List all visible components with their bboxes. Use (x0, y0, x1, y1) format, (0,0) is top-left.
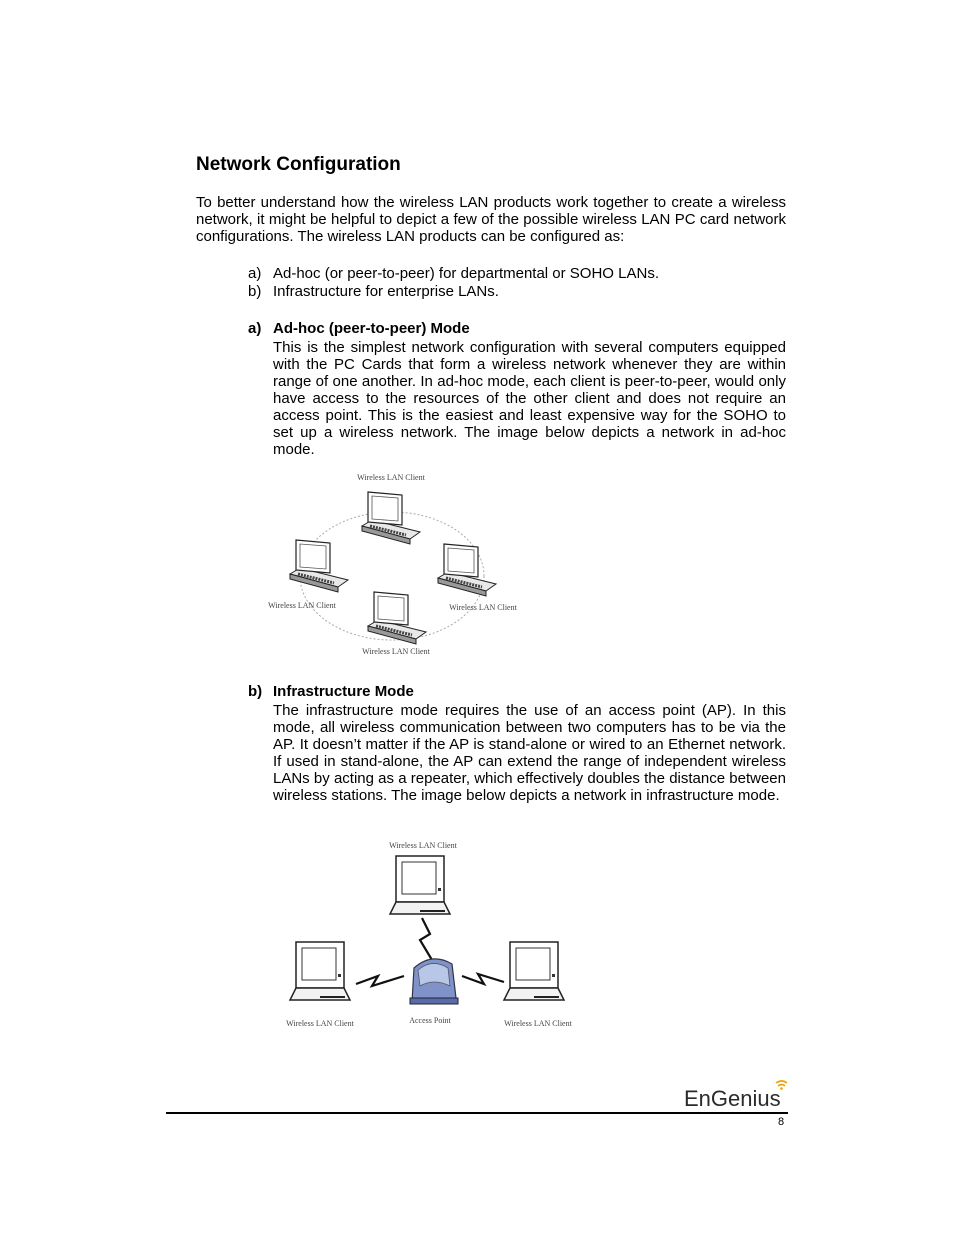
laptop-icon (390, 856, 450, 914)
laptop-icon (362, 492, 420, 544)
diagram-label: Wireless LAN Client (286, 1019, 354, 1028)
list-item-text: Infrastructure for enterprise LANs. (273, 283, 499, 300)
footer-divider (166, 1112, 788, 1114)
infrastructure-diagram (272, 836, 592, 1032)
config-list (248, 265, 659, 301)
adhoc-paragraph: This is the simplest network configuration with several computers equipped with the PC Cards that form a wireless network whenever they are within range of one another. In ad-hoc mode, each client is peer-to-peer, would only have access to the resources of the other client and does not require an access point. This is the easiest and least expensive way for the SOHO to set up a wireless network. The image below depicts a network in ad-hoc mode. (273, 339, 786, 458)
laptop-icon (290, 942, 350, 1000)
laptop-icon (290, 540, 348, 592)
diagram-label: Wireless LAN Client (449, 603, 517, 612)
list-item-text: Ad-hoc (or peer-to-peer) for departmental or SOHO LANs. (273, 265, 659, 282)
diagram-label: Wireless LAN Client (504, 1019, 572, 1028)
laptop-icon (438, 544, 496, 596)
logo-text: EnGenius (684, 1086, 781, 1109)
laptop-icon (504, 942, 564, 1000)
list-item (248, 283, 659, 301)
list-item (248, 265, 659, 283)
access-point-icon (410, 959, 458, 1004)
diagram-label: Wireless LAN Client (357, 473, 425, 482)
diagram-label: Wireless LAN Client (389, 841, 457, 850)
page-title: Network Configuration (196, 154, 401, 175)
adhoc-heading (248, 320, 470, 337)
diagram-label: Wireless LAN Client (268, 601, 336, 610)
infra-marker: b) (248, 683, 263, 700)
infra-title: Infrastructure Mode (273, 683, 414, 700)
laptop-icon (368, 592, 426, 644)
diagram-label: Wireless LAN Client (362, 647, 430, 656)
wireless-link-icon (462, 974, 504, 984)
engenius-logo (683, 1077, 789, 1109)
list-marker: b) (248, 283, 262, 300)
list-marker: a) (248, 265, 262, 282)
page-number: 8 (778, 1116, 785, 1128)
wireless-link-icon (356, 976, 404, 986)
adhoc-diagram (262, 468, 522, 660)
wireless-link-icon (420, 918, 432, 960)
adhoc-title: Ad-hoc (peer-to-peer) Mode (273, 320, 470, 337)
infra-heading (248, 683, 414, 700)
adhoc-marker: a) (248, 320, 262, 337)
intro-paragraph: To better understand how the wireless LAN products work together to create a wireless network, it might be helpful to depict a few of the possible wireless LAN PC card network configurations. The wireless LAN products can be configured as: (196, 194, 786, 245)
diagram-label: Access Point (409, 1016, 451, 1025)
infra-paragraph: The infrastructure mode requires the use of an access point (AP). In this mode, all wireless communication between two computers has to be via the AP. It doesn’t matter if the AP is stand-alone or wired to an Ethernet network. If used in stand-alone, the AP can extend the range of independent wireless LANs by acting as a repeater, which effectively doubles the distance between wireless stations. The image below depicts a network in infrastructure mode. (273, 702, 786, 804)
